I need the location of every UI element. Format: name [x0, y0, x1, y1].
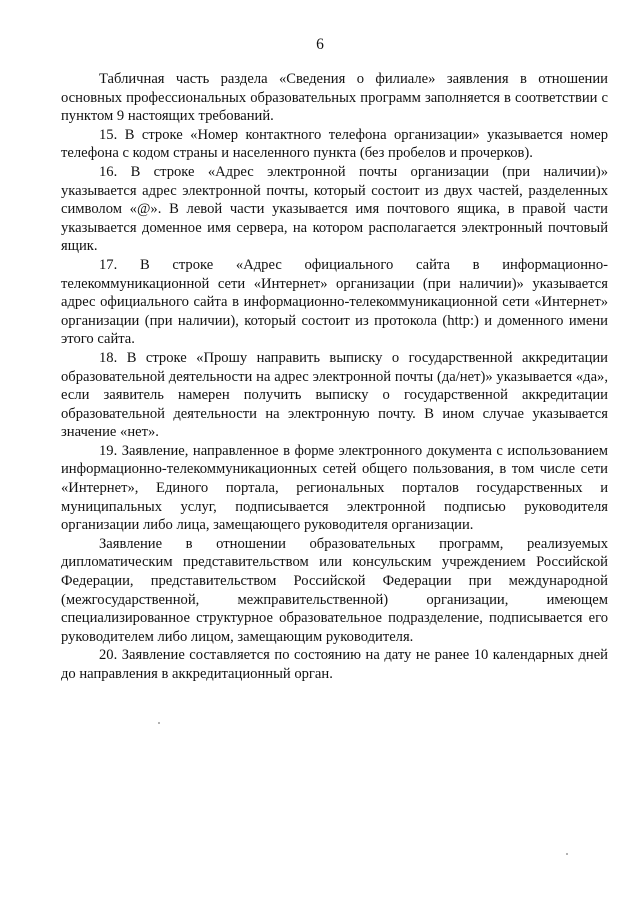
paragraph-15-phone: 15. В строке «Номер контактного телефона организации» указывается номер телефона с кодом страны и населенного пункта (без пробелов и прочерков). [61, 126, 608, 162]
paragraph-18-extract: 18. В строке «Прошу направить выписку о государственной аккредитации образовательной деятельности на адрес электронной почты (да/нет)» указывается «да», если заявитель намерен получить выписку о государственной аккредитации образовательной деятельности на электронную почту. В ином случае указывается значение «нет». [61, 349, 608, 441]
paragraph-20-date: 20. Заявление составляется по состоянию на дату не ранее 10 календарных дней до направления в аккредитационный орган. [61, 647, 608, 682]
paragraph-17-website: 17. В строке «Адрес официального сайта в информационно-телекоммуникационной сети «Интернет» организации (при наличии)» указывается адрес официального сайта в информационно-телекоммуникационной сети «Интернет» организации (при наличии), который состоит из протокола (http:) и доменного имени этого сайта. [61, 256, 608, 348]
paragraph-19-electronic-signature: 19. Заявление, направленное в форме электронного документа с использованием информационно-телекоммуникационных сетей общего пользования, в том числе сети «Интернет», Единого портала, региональных порталов государственных и муниципальных услуг, подписывается электронной подписью руководителя организации либо лица, замещающего руководителя организации. [61, 442, 608, 534]
paragraph-16-email: 16. В строке «Адрес электронной почты организации (при наличии)» указывается адрес электронной почты, который состоит из двух частей, разделенных символом «@». В левой части указывается имя почтового ящика, в правой части указывается доменное имя сервера, на котором располагается электронный почтовый ящик. [61, 163, 608, 255]
paragraph-diplomatic-missions: Заявление в отношении образовательных программ, реализуемых дипломатическим представительством или консульским учреждением Российской Федерации, представительством Российской Федерации при международной (межгосударственной, межправительственной) организации, имеющем специализированное структурное образовательное подразделение, подписывается его руководителем либо лицом, замещающим руководителя. [61, 535, 608, 645]
page-number: 6 [316, 36, 324, 53]
paragraph-branch-table: Табличная часть раздела «Сведения о филиале» заявления в отношении основных профессиональных образовательных программ заполняется в соответствии с пунктом 9 настоящих требований. [61, 71, 608, 125]
document-body [61, 70, 608, 684]
scan-dot-mark [566, 853, 568, 855]
scan-dot-mark [158, 722, 160, 724]
